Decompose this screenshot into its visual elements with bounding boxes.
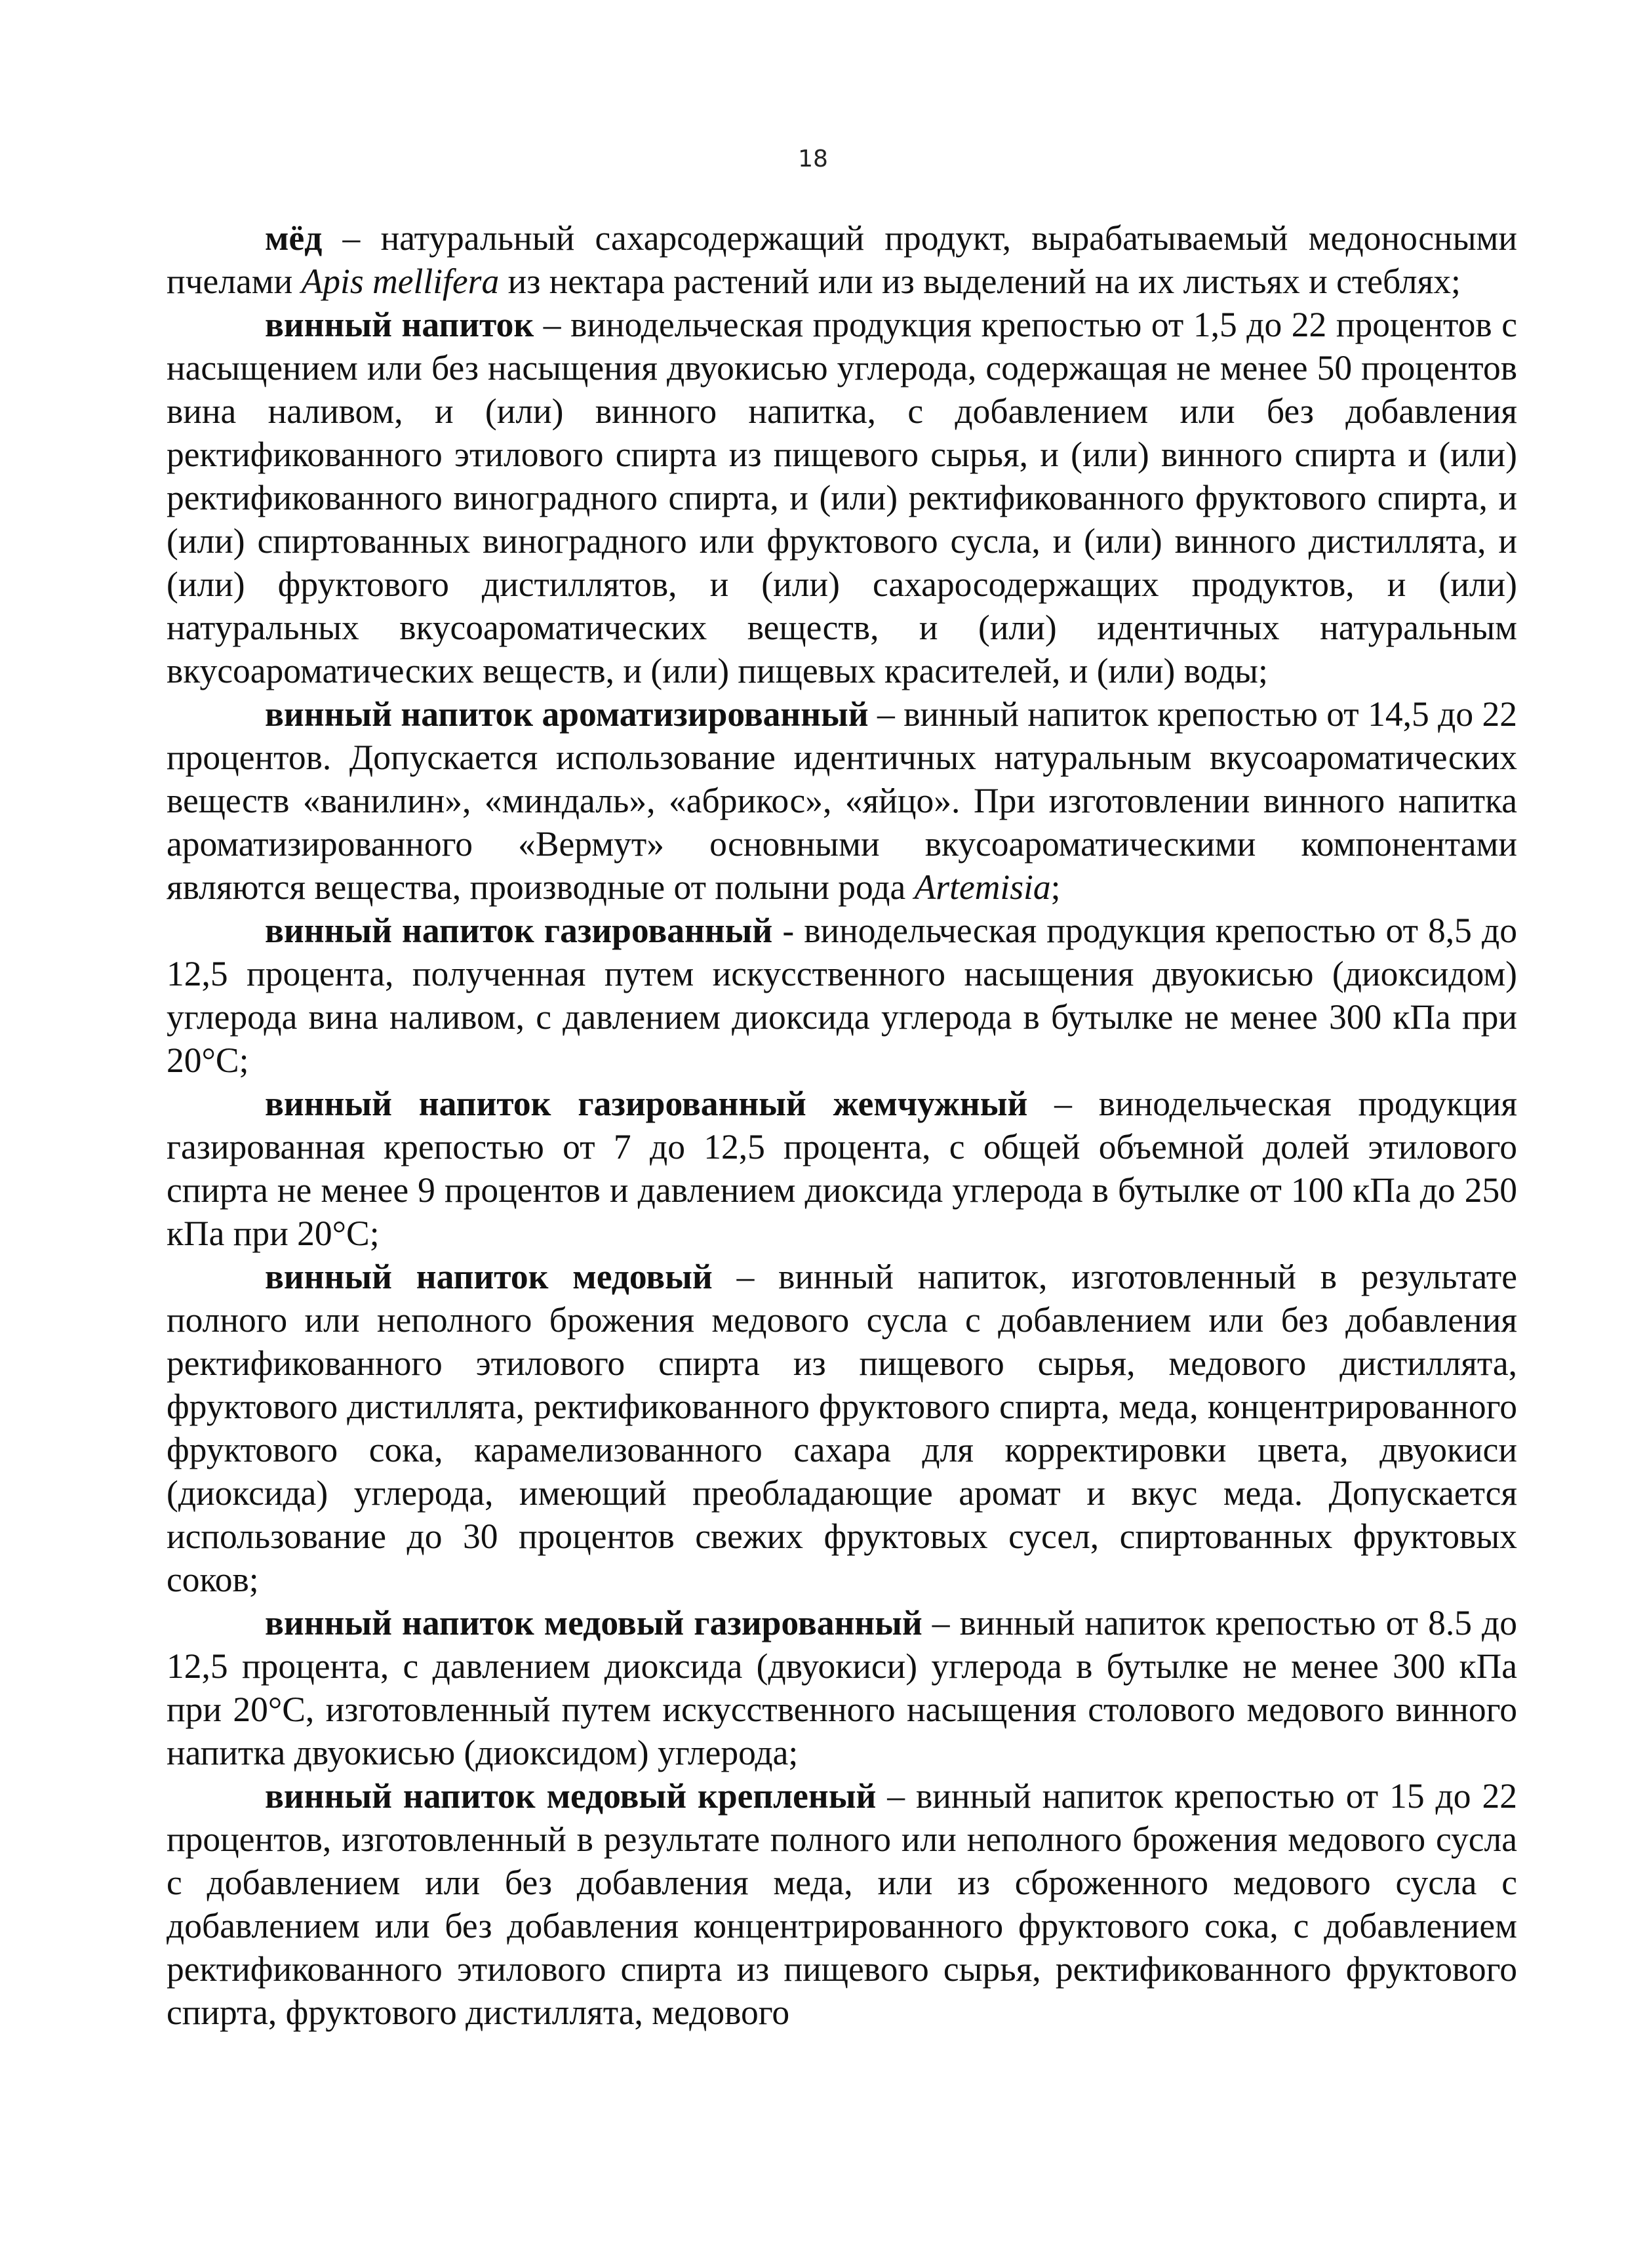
defined-term: винный напиток медовый газированный: [265, 1603, 922, 1642]
defined-term: винный напиток ароматизированный: [265, 694, 869, 734]
defined-term: винный напиток газированный: [265, 911, 773, 950]
definition-paragraph: [167, 1255, 1517, 1601]
definition-text: – винный напиток крепостью от 8.5 до 12,5 процента, с давлением диоксида (двуокиси) углерода в бутылке не менее 300 кПа при 20°С, изготовленный путем искусственного насыщения столового медового винного напитка двуокисью (диоксидом) углерода;: [167, 1603, 1518, 1772]
definition-paragraph: [167, 216, 1517, 303]
definition-text: – натуральный сахарсодержащий продукт, вырабатываемый медоносными пчелами: [167, 218, 1517, 301]
defined-term: винный напиток медовый: [265, 1257, 713, 1296]
definition-paragraph: [167, 1774, 1517, 2034]
definition-text: из нектара растений или из выделений на их листьях и стеблях;: [499, 262, 1461, 301]
definition-paragraph: [167, 909, 1517, 1082]
definition-paragraph: [167, 1082, 1517, 1255]
definition-text: ;: [1050, 867, 1061, 907]
definition-text: – винодельческая продукция крепостью от 1,5 до 22 процентов с насыщением или без насыщения двуокисью углерода, содержащая не менее 50 процентов вина наливом, и (или) винного напитка, с добавлением или без добавления ректификованного этилового спирта из пищевого сырья, и (или) винного спирта и (или) ректификованного виноградного спирта, и (или) ректификованного фруктового спирта, и (или) спиртованных виноградного или фруктового сусла, и (или) винного дистиллята, и (или) фруктового дистиллятов, и (или) сахаросодержащих продуктов, и (или) натуральных вкусоароматических веществ, и (или) идентичных натуральным вкусоароматических веществ, и (или) пищевых красителей, и (или) воды;: [167, 305, 1517, 690]
defined-term: мёд: [265, 218, 323, 258]
page-number: 18: [798, 146, 828, 172]
definition-text: – винный напиток крепостью от 15 до 22 процентов, изготовленный в результате полного или неполного брожения медового сусла с добавлением или без добавления меда, или из сброженного медового сусла с добавлением или без добавления концентрированного фруктового сока, с добавлением ректификованного этилового спирта из пищевого сырья, ректификованного фруктового спирта, фруктового дистиллята, медового: [167, 1776, 1517, 2032]
definition-text: – винный напиток, изготовленный в результате полного или неполного брожения медового сусла с добавлением или без добавления ректификованного этилового спирта из пищевого сырья, медового дистиллята, фруктового дистиллята, ректификованного фруктового спирта, меда, концентрированного фруктового сока, карамелизованного сахара для корректировки цвета, двуокиси (диоксида) углерода, имеющий преобладающие аромат и вкус меда. Допускается использование до 30 процентов свежих фруктовых сусел, спиртованных фруктовых соков;: [167, 1257, 1517, 1599]
defined-term: винный напиток газированный жемчужный: [265, 1084, 1028, 1123]
definition-paragraph: [167, 1601, 1517, 1774]
defined-term: винный напиток: [265, 305, 534, 344]
definition-text: - винодельческая продукция крепостью от 8,5 до 12,5 процента, полученная путем искусственного насыщения двуокисью (диоксидом) углерода вина наливом, с давлением диоксида углерода в бутылке не менее 300 кПа при 20°С;: [167, 911, 1517, 1080]
defined-term: винный напиток медовый крепленый: [265, 1776, 877, 1816]
definition-paragraph: [167, 303, 1517, 692]
definition-text: – винный напиток крепостью от 14,5 до 22 процентов. Допускается использование идентичных натуральным вкусоароматических веществ «ванилин», «миндаль», «абрикос», «яйцо». При изготовлении винного напитка ароматизированного «Вермут» основными вкусоароматическими компонентами являются вещества, производные от полыни рода: [167, 694, 1517, 907]
definition-text: – винодельческая продукция газированная крепостью от 7 до 12,5 процента, с общей объемной долей этилового спирта не менее 9 процентов и давлением диоксида углерода в бутылке от 100 кПа до 250 кПа при 20°С;: [167, 1084, 1517, 1253]
latin-name: Apis mellifera: [301, 262, 500, 301]
definition-paragraph: [167, 692, 1517, 909]
latin-name: Artemisia: [914, 867, 1051, 907]
document-body: [167, 216, 1517, 2034]
